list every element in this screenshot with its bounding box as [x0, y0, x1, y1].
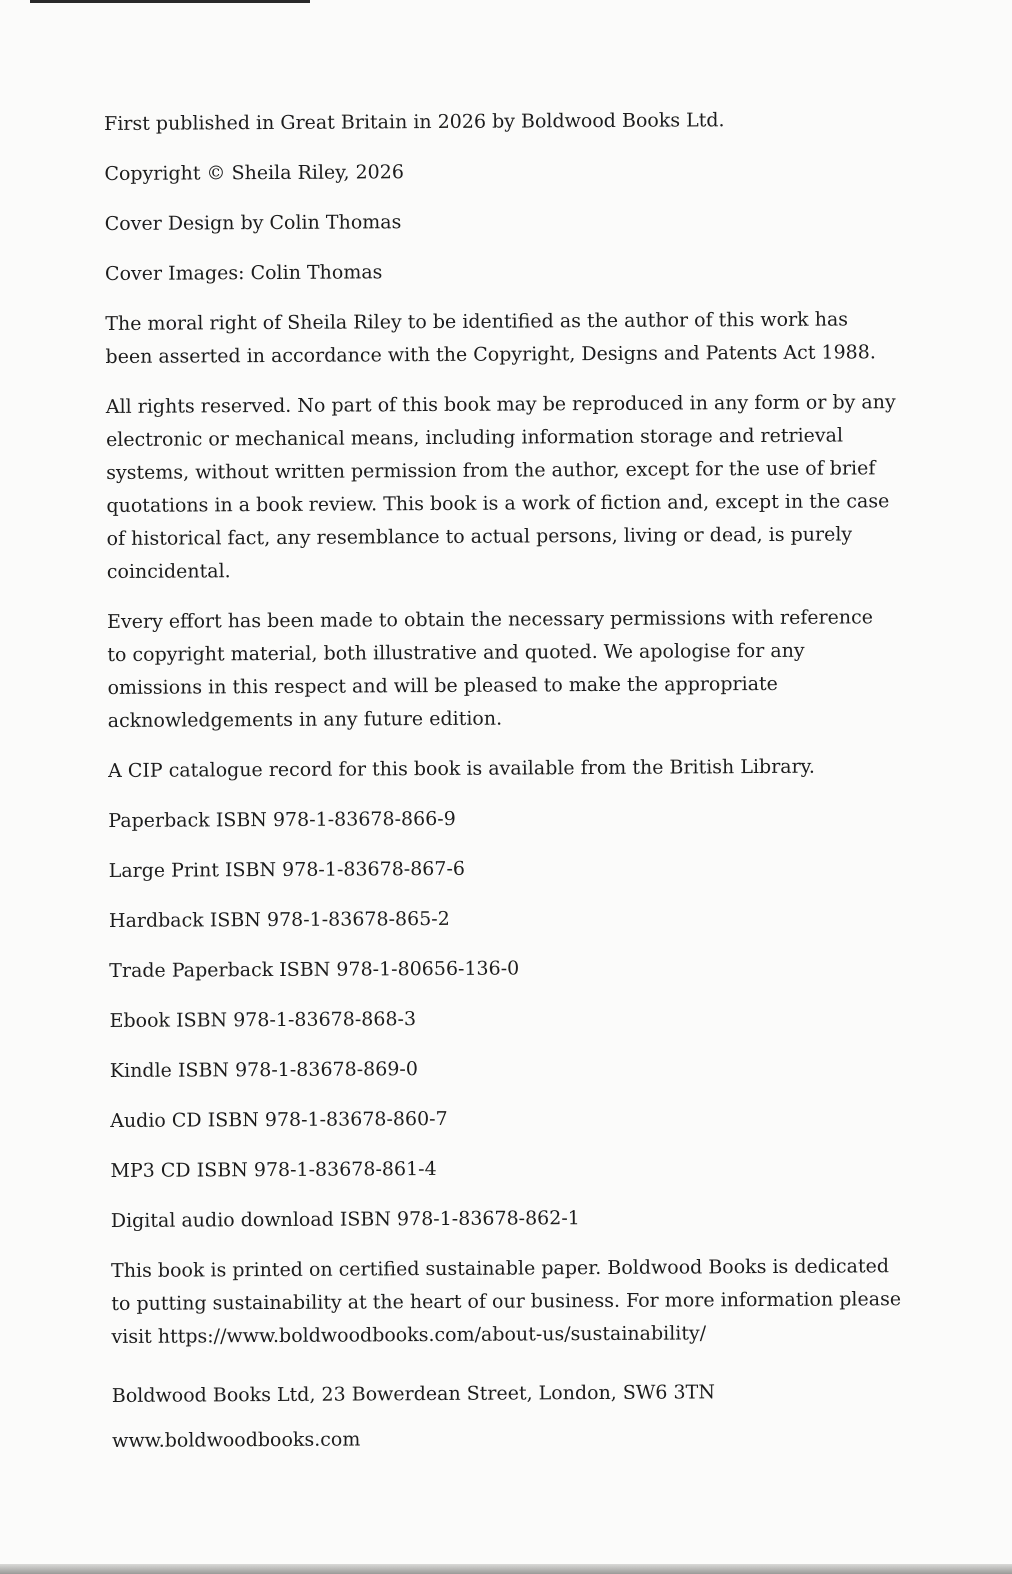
isbn-kindle: Kindle ISBN 978-1-83678-869-0: [109, 1058, 418, 1082]
cover-design-line: Cover Design by Colin Thomas: [104, 211, 402, 235]
page-bottom-edge: [0, 1564, 1012, 1574]
isbn-paperback: Paperback ISBN 978-1-83678-866-9: [108, 807, 456, 832]
isbn-digital-audio: Digital audio download ISBN 978-1-83678-862-1: [110, 1207, 580, 1232]
moral-right-paragraph: The moral right of Sheila Riley to be identified as the author of this work has been asserted in accordance with the Copyright, Designs and Patents Act 1988.: [105, 308, 876, 368]
isbn-trade-paperback: Trade Paperback ISBN 978-1-80656-136-0: [109, 957, 520, 982]
isbn-ebook: Ebook ISBN 978-1-83678-868-3: [109, 1008, 417, 1032]
copyright-line: Copyright © Sheila Riley, 2026: [104, 161, 404, 185]
permissions-paragraph: Every effort has been made to obtain the necessary permissions with reference to copyright material, both illustrative and quoted. We apologise for any omissions in this respect and will be pleased to make the appropriate acknowledgements in any future edition.: [107, 606, 874, 732]
publisher-website: www.boldwoodbooks.com: [112, 1428, 361, 1452]
isbn-hardback: Hardback ISBN 978-1-83678-865-2: [108, 907, 450, 932]
page-edge-mark: [30, 0, 310, 3]
cip-line: A CIP catalogue record for this book is available from the British Library.: [107, 755, 815, 782]
isbn-mp3-cd: MP3 CD ISBN 978-1-83678-861-4: [110, 1157, 437, 1182]
publisher-contact: [112, 1375, 902, 1458]
publisher-address: Boldwood Books Ltd, 23 Bowerdean Street, London, SW6 3TN: [111, 1381, 715, 1407]
isbn-large-print: Large Print ISBN 978-1-83678-867-6: [108, 857, 466, 882]
isbn-audio-cd: Audio CD ISBN 978-1-83678-860-7: [110, 1107, 448, 1132]
sustainability-paragraph: This book is printed on certified sustainable paper. Boldwood Books is dedicated to putting sustainability at the heart of our business. For more information please visit https://www.boldwoodbooks.com/about-us/sustainability/: [111, 1255, 902, 1348]
rights-reserved-paragraph: All rights reserved. No part of this book may be reproduced in any form or by any electronic or mechanical means, including information storage and retrieval systems, without written permission from the author, except for the use of brief quotations in a book review. This book is a work of fiction and, except in the case of historical fact, any resemblance to actual persons, living or dead, is purely coincidental.: [105, 391, 896, 583]
copyright-page: [104, 103, 902, 1470]
first-published-line: First published in Great Britain in 2026 by Boldwood Books Ltd.: [104, 109, 725, 135]
cover-images-line: Cover Images: Colin Thomas: [104, 261, 383, 285]
